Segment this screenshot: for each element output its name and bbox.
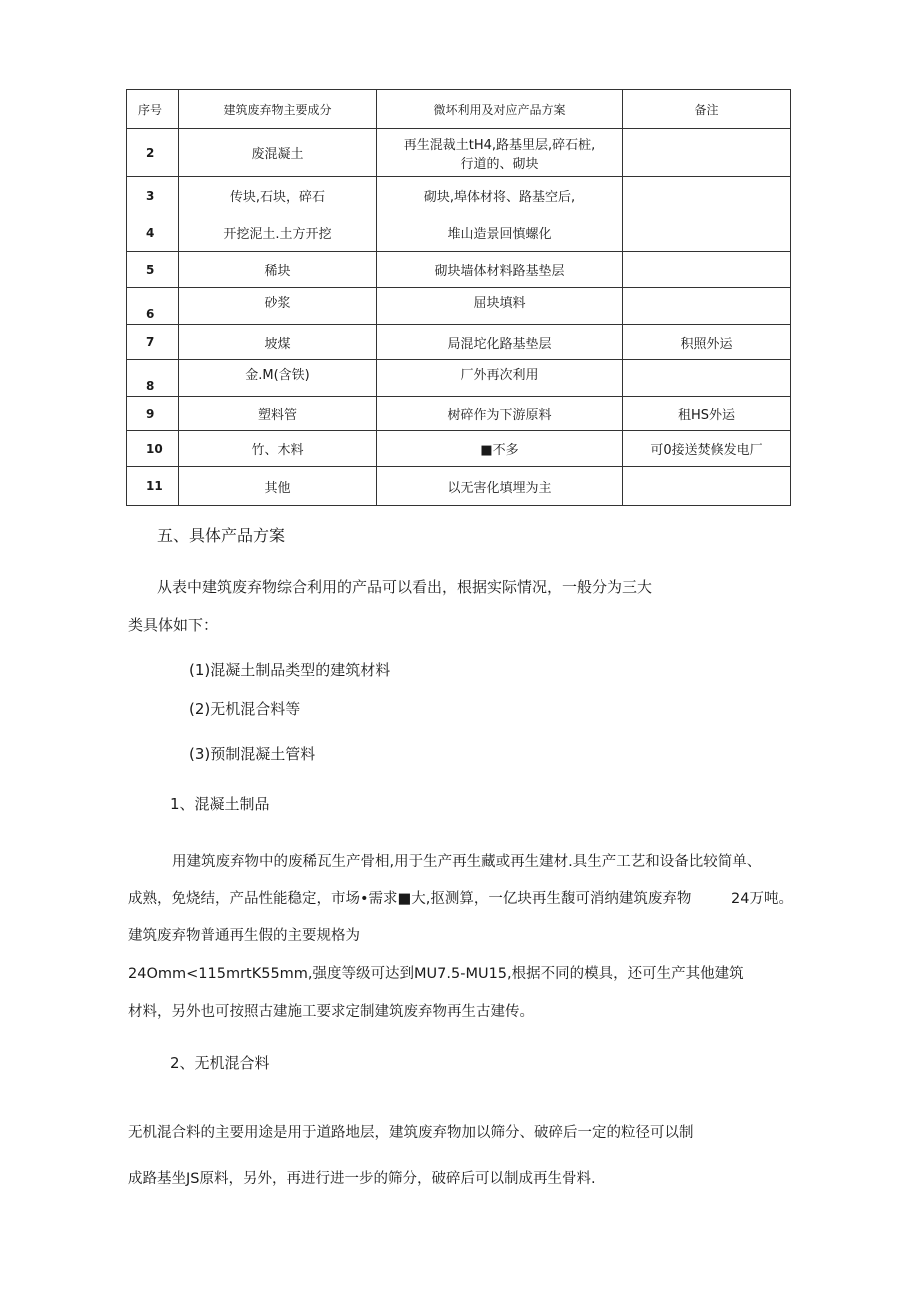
table-row: [127, 325, 791, 360]
para-1-line-2: 成熟，免烧结，产品性能稳定，市场•需求■大,抠测算，一亿块再生馥可消纳建筑废弃物: [128, 891, 692, 907]
row-note: [623, 360, 791, 397]
waste-utilization-table: [126, 89, 791, 506]
row-no-line: 4: [146, 225, 155, 240]
header-scheme: 微坏利用及对应产品方案: [377, 90, 623, 129]
intro-line-1: 从表中建筑废弃物综合利用的产品可以看出，根据实际情况，一般分为三大: [157, 578, 653, 596]
header-no: 序号: [127, 90, 179, 129]
table-row: [127, 431, 791, 467]
row-scheme: 树碎作为下游原料: [377, 397, 623, 431]
row-component: [179, 288, 377, 325]
row-scheme: [377, 129, 623, 177]
row-note: 租HS外运: [623, 397, 791, 431]
row-note: [623, 288, 791, 325]
row-no-line: 3: [146, 188, 155, 203]
table-row: [127, 288, 791, 325]
row-scheme: 砌块墙体材料路基垫层: [377, 252, 623, 288]
table-row: [127, 177, 791, 252]
row-component: 稀块: [179, 252, 377, 288]
para-1-line-1: 用建筑废弃物中的废稀瓦生产骨相,用于生产再生藏或再生建材.具生产工艺和设备比较简单、: [172, 854, 762, 870]
row-scheme: ■不多: [377, 431, 623, 467]
row-component: 塑料管: [179, 397, 377, 431]
para-1-line-4: 24Omm<115mrtK55mm,强度等级可达到MU7.5-MU15,根据不同的模具，还可生产其他建筑: [128, 966, 744, 982]
table-row: [127, 397, 791, 431]
row-no: 5: [127, 252, 179, 288]
table-row: [127, 360, 791, 397]
row-component: 竹、木料: [179, 431, 377, 467]
row-no: [127, 177, 179, 252]
list-item-1: (1)混凝土制品类型的建筑材料: [189, 661, 391, 679]
table-header-row: [127, 90, 791, 129]
list-item-3: (3)预制混凝土管料: [189, 745, 316, 763]
header-note: 备注: [623, 90, 791, 129]
header-component: 建筑废弃物主要成分: [179, 90, 377, 129]
row-scheme: [377, 360, 623, 397]
row-component: [179, 177, 377, 252]
row-component: 坡煤: [179, 325, 377, 360]
row-scheme-label: 厂外再次利用: [460, 368, 539, 383]
section-5-title: 五、具体产品方案: [157, 526, 286, 545]
para-1-line-5: 材料，另外也可按照古建施工要求定制建筑废弃物再生古建传。: [128, 1004, 534, 1020]
para-2-line-1: 无机混合料的主要用途是用于道路地层，建筑废弃物加以筛分、破碎后一定的粒径可以制: [128, 1125, 694, 1141]
row-no: [127, 360, 179, 397]
list-item-2: (2)无机混合料等: [189, 700, 301, 718]
table-row: [127, 129, 791, 177]
table-row: [127, 467, 791, 506]
subsection-2-title: 2、无机混合料: [170, 1054, 270, 1072]
row-note: [623, 467, 791, 506]
row-component: 其他: [179, 467, 377, 506]
row-scheme-line: 堆山造景回慎螺化: [447, 227, 552, 242]
row-component-line: 开挖泥土.土方开挖: [223, 227, 332, 242]
row-note: [623, 177, 791, 252]
row-component-line: 传块,石块，碎石: [229, 190, 326, 205]
para-1-line-2-tail: 24万吨。: [731, 891, 793, 907]
row-scheme-label: 屈块填料: [473, 296, 526, 311]
row-no: 11: [127, 467, 179, 506]
para-2-line-2: 成路基坐JS原料，另外，再进行进一步的筛分，破碎后可以制成再生骨料.: [128, 1171, 596, 1187]
row-note: [623, 252, 791, 288]
row-component-label: 砂浆: [264, 296, 291, 311]
para-1-line-3: 建筑废弃物普通再生假的主要规格为: [128, 928, 360, 944]
row-scheme-line: 砌块,埠体材将、路基空后,: [423, 190, 576, 205]
row-scheme-line: 再生混裁土tH4,路基里层,碎石桩,: [403, 137, 596, 153]
row-scheme: 局混坨化路基垫层: [377, 325, 623, 360]
row-no-label: 6: [146, 307, 155, 321]
row-component: 废混凝土: [179, 129, 377, 177]
table-row: [127, 252, 791, 288]
row-no: 10: [127, 431, 179, 467]
row-no: [127, 288, 179, 325]
row-note: 积照外运: [623, 325, 791, 360]
row-no: 7: [127, 325, 179, 360]
row-scheme: [377, 177, 623, 252]
row-scheme: [377, 288, 623, 325]
intro-line-2: 类具体如下：: [128, 616, 219, 634]
row-component: [179, 360, 377, 397]
row-component-label: 金.M(含铁): [245, 368, 310, 383]
subsection-1-title: 1、混凝土制品: [170, 795, 270, 813]
row-no: 9: [127, 397, 179, 431]
row-note: 可0接送焚倏发电厂: [623, 431, 791, 467]
row-note: [623, 129, 791, 177]
row-no-label: 8: [146, 379, 155, 393]
row-scheme-line: 行道的、砌块: [460, 156, 539, 172]
row-scheme: 以无害化填埋为主: [377, 467, 623, 506]
row-no: 2: [127, 129, 179, 177]
